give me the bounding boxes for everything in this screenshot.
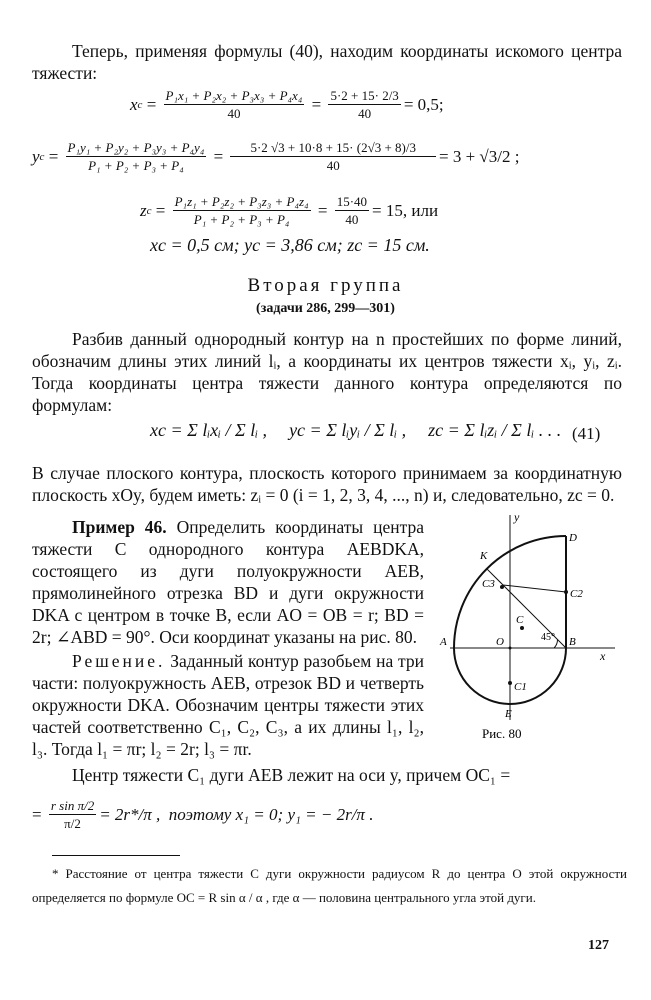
solution-paragraph: [32, 650, 424, 760]
point-C1: [508, 681, 512, 685]
solution-text: Заданный контур разобьем на три части: полуокружность AEB, отрезок BD и четверть окружности DKA. Обозначим центры тяжести этих частей соответственно C₁, C₂, C₃, а их длины l₁, l₂, l₃. Тогда l₁ = πr; l₂ = 2r; l₃ = πr.: [32, 651, 424, 759]
zc-result: = 15, или: [372, 200, 439, 220]
zc-formula: z c = $\frac{\text{P₁z₁ + P₂z₂ + P₃z₃ + P₄z₄}}{\text{P₁ + P₂ + P₃ + P₄}}$ = $\frac{15\cdot 40}{40}$ = 15, или: [140, 194, 439, 227]
yc-result: = 3 + √3/2 ;: [438, 146, 520, 166]
oc1-num: r sin π/2: [50, 798, 95, 813]
xc-result: = 0,5;: [403, 94, 444, 114]
label-C3: C3: [482, 578, 495, 590]
yc-lhs: y: [32, 146, 40, 166]
example-paragraph: [32, 516, 424, 648]
label-x: x: [600, 649, 606, 663]
label-y: y: [514, 510, 520, 524]
xc-lhs: x: [130, 94, 138, 114]
xc-lhs-sub: c: [137, 98, 143, 111]
line-C3-C2: [503, 585, 566, 592]
zc-num2: 15·40: [336, 194, 368, 209]
formula-41: [150, 420, 561, 441]
label-O: O: [496, 636, 504, 648]
yc-num: P₁y₁ + P₂y₂ + P₃y₃ + P₄y₄: [67, 140, 205, 155]
xc-formula: x c = $\frac{\text{P₁x₁ + P₂x₂ + P₃x₃ + P₄x₄}}{40}$ = $\frac{5\cdot 2 + 15\cdot 2/3}{40}$ = 0,5;: [130, 88, 444, 121]
zc-lhs-sub: c: [146, 204, 152, 217]
label-A: A: [440, 636, 447, 648]
xc-num2: 5·2 + 15· 2/3: [330, 88, 399, 103]
point-C2: [564, 590, 568, 594]
yc-den: P₁ + P₂ + P₃ + P₄: [88, 158, 184, 173]
formula41-xc: xc = Σ lᵢxᵢ / Σ lᵢ ,: [150, 420, 268, 440]
group-heading: Вторая группа: [247, 275, 404, 296]
solution-label: Решение.: [72, 651, 166, 671]
point-O: [509, 647, 512, 650]
zc-den: P₁ + P₂ + P₃ + P₄: [193, 212, 290, 227]
paragraph-plane: В случае плоского контура, плоскость которого принимаем за координатную плоскость xOy, будем иметь: zᵢ = 0 (i = 1, 2, 3, 4, ..., n) и, следовательно, zc = 0.: [32, 463, 622, 505]
paragraph-c1: Центр тяжести C₁ дуги AEB лежит на оси y, причем OC₁ =: [72, 765, 511, 785]
paragraph-contour: Разбив данный однородный контур на n простейших по форме линий, обозначим длины этих линий lᵢ, а координаты их центров тяжести xᵢ, yᵢ, zᵢ. Тогда координаты центра тяжести данного контура определяются по формулам:: [32, 329, 622, 415]
label-K: K: [480, 550, 488, 562]
oc1-tail: поэтому x₁ = 0; y₁ = − 2r/π .: [168, 804, 374, 824]
label-B: B: [569, 636, 576, 648]
point-C3: [500, 585, 504, 589]
label-angle: 45°: [541, 632, 555, 643]
xc-den: 40: [227, 106, 241, 121]
footnote: * Расстояние от центра тяжести C дуги окружности радиусом R до центра O этой окружности определяется по формуле OC = R sin α / α , где α — половина центрального угла этой дуги.: [32, 866, 627, 905]
yc-num2: 5·2 √3 + 10·8 + 15· (2√3 + 8)/3: [230, 140, 436, 157]
label-C: C: [516, 614, 524, 626]
zc-den2: 40: [345, 212, 359, 227]
formula41-zc: zc = Σ lᵢzᵢ / Σ lᵢ . . .: [428, 420, 562, 440]
xc-den2: 40: [358, 106, 372, 121]
label-D: D: [569, 532, 577, 544]
page-number: 127: [588, 938, 609, 953]
example-text: Определить координаты центра тяжести C однородного контура AEBDKA, состоящего из дуги полуокружности AEB, прямолинейного отрезка BD и дуги окружности DKA с центром в точке B, если AO = OB = r; BD = 2r; ∠ABD = 90°. Оси координат указаны на рис. 80.: [32, 517, 424, 647]
group-subheading: (задачи 286, 299—301): [256, 301, 395, 316]
yc-lhs-sub: c: [39, 150, 45, 163]
figure-caption: Рис. 80: [482, 726, 522, 741]
point-C: [520, 626, 524, 630]
oc1-formula: = $\frac{\text{r sin π/2}}{\pi/2}$ = 2r*/π , поэтому x₁ = 0; y₁ = − 2r/π .: [32, 798, 374, 831]
zc-lhs: z: [140, 200, 147, 220]
zc-num: P₁z₁ + P₂z₂ + P₃z₃ + P₄z₄: [174, 194, 309, 209]
intro-paragraph: Теперь, применяя формулы (40), находим координаты искомого центра тяжести:: [32, 41, 622, 83]
figure-80: [430, 505, 630, 750]
oc1-eq2: = 2r*/π ,: [99, 804, 161, 824]
example-label: Пример 46.: [72, 517, 167, 537]
label-E: E: [505, 708, 512, 720]
yc-den2: 40: [326, 158, 340, 173]
yc-formula: y c = $\frac{\text{P₁y₁ + P₂y₂ + P₃y₃ + P₄y₄}}{\text{P₁ + P₂ + P₃ + P₄}}$ = $\frac{5\cdot 2 √3 + 10\cdot 8 + 15\cdot (2√3 + 8)/3}{40}$ = 3 + √3/2 ;: [32, 140, 520, 173]
oc1-den: π/2: [64, 816, 81, 831]
formula41-number: (41): [572, 424, 601, 443]
formula41-yc: yc = Σ lᵢyᵢ / Σ lᵢ ,: [289, 420, 407, 440]
footnote-rule: [52, 855, 180, 856]
xc-num: P₁x₁ + P₂x₂ + P₃x₃ + P₄x₄: [165, 88, 303, 103]
label-C1: C1: [514, 681, 527, 693]
result-line: xc = 0,5 см; yc = 3,86 см; zc = 15 см.: [150, 235, 430, 255]
label-C2: C2: [570, 588, 583, 600]
